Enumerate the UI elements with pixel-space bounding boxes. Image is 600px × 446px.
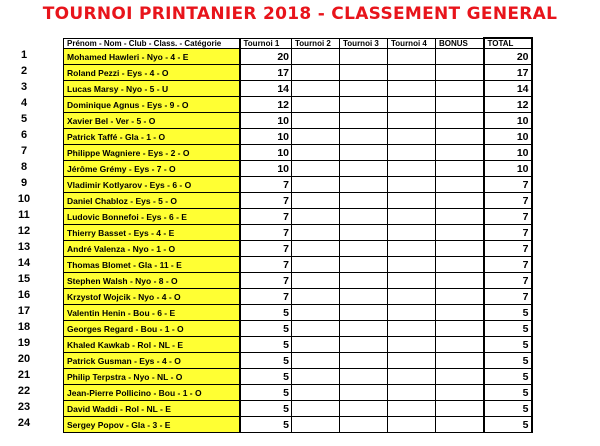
rank-number: 7 <box>20 145 28 157</box>
player-name-cell: Lucas Marsy - Nyo - 5 - U <box>64 81 240 97</box>
player-name-cell: Georges Regard - Bou - 1 - O <box>64 321 240 337</box>
table-row <box>64 161 532 177</box>
tournoi-1-cell: 17 <box>240 65 292 81</box>
tournoi-1-cell: 10 <box>240 113 292 129</box>
tournoi-4-cell <box>388 273 436 289</box>
total-cell: 12 <box>484 97 532 113</box>
player-name-cell: Daniel Chabloz - Eys - 5 - O <box>64 193 240 209</box>
player-name-cell: Jérôme Grémy - Eys - 7 - O <box>64 161 240 177</box>
rank-number: 16 <box>17 289 31 301</box>
standings-table <box>63 37 533 433</box>
total-cell: 5 <box>484 401 532 417</box>
table-row <box>64 385 532 401</box>
tournoi-1-cell: 12 <box>240 97 292 113</box>
tournoi-4-cell <box>388 257 436 273</box>
tournoi-2-cell <box>292 385 340 401</box>
rank-number: 19 <box>17 337 31 349</box>
player-name-cell: Philippe Wagniere - Eys - 2 - O <box>64 145 240 161</box>
rank-number: 23 <box>17 401 31 413</box>
tournoi-3-cell <box>340 97 388 113</box>
rank-number: 15 <box>17 273 31 285</box>
tournoi-4-cell <box>388 209 436 225</box>
table-row <box>64 257 532 273</box>
player-name-cell: David Waddi - Rol - NL - E <box>64 401 240 417</box>
total-cell: 10 <box>484 145 532 161</box>
tournoi-4-cell <box>388 193 436 209</box>
total-cell: 7 <box>484 289 532 305</box>
rank-number: 21 <box>17 369 31 381</box>
tournoi-1-cell: 10 <box>240 161 292 177</box>
table-row <box>64 353 532 369</box>
tournoi-2-cell <box>292 321 340 337</box>
header-total: TOTAL <box>484 38 532 49</box>
total-cell: 5 <box>484 305 532 321</box>
tournoi-4-cell <box>388 49 436 65</box>
player-name-cell: Patrick Taffé - Gla - 1 - O <box>64 129 240 145</box>
player-name-cell: Thierry Basset - Eys - 4 - E <box>64 225 240 241</box>
total-cell: 5 <box>484 417 532 433</box>
player-name-cell: Khaled Kawkab - Rol - NL - E <box>64 337 240 353</box>
tournoi-1-cell: 10 <box>240 145 292 161</box>
player-name-cell: Sergey Popov - Gla - 3 - E <box>64 417 240 433</box>
total-cell: 7 <box>484 193 532 209</box>
bonus-cell <box>436 257 484 273</box>
tournoi-1-cell: 7 <box>240 273 292 289</box>
player-name-cell: Valentin Henin - Bou - 6 - E <box>64 305 240 321</box>
table-row <box>64 417 532 433</box>
tournoi-3-cell <box>340 273 388 289</box>
total-cell: 7 <box>484 273 532 289</box>
tournoi-4-cell <box>388 289 436 305</box>
tournoi-1-cell: 5 <box>240 369 292 385</box>
table-row <box>64 113 532 129</box>
tournoi-3-cell <box>340 129 388 145</box>
rank-number: 17 <box>17 305 31 317</box>
header-tournoi-4: Tournoi 4 <box>388 38 436 49</box>
total-cell: 5 <box>484 369 532 385</box>
tournoi-2-cell <box>292 257 340 273</box>
rank-number: 10 <box>17 193 31 205</box>
tournoi-2-cell <box>292 369 340 385</box>
tournoi-2-cell <box>292 225 340 241</box>
rank-number: 18 <box>17 321 31 333</box>
rank-number: 9 <box>20 177 28 189</box>
table-row <box>64 225 532 241</box>
tournoi-4-cell <box>388 369 436 385</box>
tournoi-2-cell <box>292 417 340 433</box>
table-row <box>64 369 532 385</box>
table-row <box>64 129 532 145</box>
table-row <box>64 401 532 417</box>
tournoi-2-cell <box>292 353 340 369</box>
tournoi-1-cell: 7 <box>240 241 292 257</box>
bonus-cell <box>436 241 484 257</box>
tournoi-4-cell <box>388 81 436 97</box>
bonus-cell <box>436 113 484 129</box>
bonus-cell <box>436 305 484 321</box>
total-cell: 7 <box>484 177 532 193</box>
tournoi-2-cell <box>292 337 340 353</box>
rank-number: 8 <box>20 161 28 173</box>
tournoi-4-cell <box>388 241 436 257</box>
tournoi-3-cell <box>340 113 388 129</box>
total-cell: 17 <box>484 65 532 81</box>
tournoi-2-cell <box>292 241 340 257</box>
tournoi-1-cell: 7 <box>240 209 292 225</box>
tournoi-2-cell <box>292 129 340 145</box>
total-cell: 7 <box>484 241 532 257</box>
tournoi-3-cell <box>340 209 388 225</box>
bonus-cell <box>436 385 484 401</box>
rank-number: 5 <box>20 113 28 125</box>
table-row <box>64 177 532 193</box>
table-row <box>64 49 532 65</box>
tournoi-4-cell <box>388 145 436 161</box>
tournoi-3-cell <box>340 65 388 81</box>
bonus-cell <box>436 209 484 225</box>
header-bonus: BONUS <box>436 38 484 49</box>
tournoi-1-cell: 7 <box>240 257 292 273</box>
player-name-cell: Philip Terpstra - Nyo - NL - O <box>64 369 240 385</box>
tournoi-3-cell <box>340 161 388 177</box>
tournoi-2-cell <box>292 305 340 321</box>
tournoi-1-cell: 14 <box>240 81 292 97</box>
player-name-cell: Krzystof Wojcik - Nyo - 4 - O <box>64 289 240 305</box>
tournoi-3-cell <box>340 81 388 97</box>
tournoi-1-cell: 7 <box>240 177 292 193</box>
table-row <box>64 193 532 209</box>
tournoi-3-cell <box>340 49 388 65</box>
tournoi-3-cell <box>340 145 388 161</box>
tournoi-2-cell <box>292 65 340 81</box>
tournoi-1-cell: 5 <box>240 321 292 337</box>
tournoi-4-cell <box>388 305 436 321</box>
tournoi-4-cell <box>388 177 436 193</box>
total-cell: 7 <box>484 225 532 241</box>
bonus-cell <box>436 353 484 369</box>
tournoi-2-cell <box>292 177 340 193</box>
rank-number: 6 <box>20 129 28 141</box>
total-cell: 7 <box>484 209 532 225</box>
tournoi-3-cell <box>340 177 388 193</box>
tournoi-3-cell <box>340 385 388 401</box>
rank-number: 24 <box>17 417 31 429</box>
total-cell: 10 <box>484 161 532 177</box>
tournoi-3-cell <box>340 193 388 209</box>
bonus-cell <box>436 81 484 97</box>
bonus-cell <box>436 49 484 65</box>
table-row <box>64 337 532 353</box>
tournoi-1-cell: 10 <box>240 129 292 145</box>
total-cell: 10 <box>484 129 532 145</box>
player-name-cell: Thomas Blomet - Gla - 11 - E <box>64 257 240 273</box>
bonus-cell <box>436 193 484 209</box>
player-name-cell: Stephen Walsh - Nyo - 8 - O <box>64 273 240 289</box>
tournoi-4-cell <box>388 417 436 433</box>
rank-number: 2 <box>20 65 28 77</box>
tournoi-4-cell <box>388 337 436 353</box>
header-tournoi-1: Tournoi 1 <box>240 38 292 49</box>
header-tournoi-2: Tournoi 2 <box>292 38 340 49</box>
rank-number: 22 <box>17 385 31 397</box>
total-cell: 10 <box>484 113 532 129</box>
tournoi-2-cell <box>292 193 340 209</box>
table-row <box>64 145 532 161</box>
bonus-cell <box>436 97 484 113</box>
tournoi-1-cell: 7 <box>240 225 292 241</box>
total-cell: 20 <box>484 49 532 65</box>
tournoi-4-cell <box>388 129 436 145</box>
tournoi-1-cell: 5 <box>240 337 292 353</box>
tournoi-3-cell <box>340 337 388 353</box>
rank-number: 13 <box>17 241 31 253</box>
tournoi-4-cell <box>388 401 436 417</box>
tournoi-1-cell: 5 <box>240 401 292 417</box>
tournoi-3-cell <box>340 401 388 417</box>
tournoi-3-cell <box>340 225 388 241</box>
total-cell: 5 <box>484 337 532 353</box>
bonus-cell <box>436 273 484 289</box>
bonus-cell <box>436 417 484 433</box>
table-row <box>64 273 532 289</box>
table-row <box>64 305 532 321</box>
rank-number: 14 <box>17 257 31 269</box>
player-name-cell: Jean-Pierre Pollicino - Bou - 1 - O <box>64 385 240 401</box>
table-row <box>64 81 532 97</box>
tournoi-4-cell <box>388 113 436 129</box>
tournoi-3-cell <box>340 321 388 337</box>
tournoi-3-cell <box>340 417 388 433</box>
tournoi-4-cell <box>388 225 436 241</box>
bonus-cell <box>436 337 484 353</box>
tournoi-3-cell <box>340 369 388 385</box>
tournoi-1-cell: 20 <box>240 49 292 65</box>
rank-number: 11 <box>18 209 30 221</box>
player-name-cell: Xavier Bel - Ver - 5 - O <box>64 113 240 129</box>
table-row <box>64 97 532 113</box>
tournoi-4-cell <box>388 65 436 81</box>
rank-number: 12 <box>17 225 31 237</box>
header-name: Prénom - Nom - Club - Class. - Catégorie <box>64 38 240 49</box>
total-cell: 5 <box>484 353 532 369</box>
page-title: TOURNOI PRINTANIER 2018 - CLASSEMENT GENERAL <box>42 4 558 24</box>
player-name-cell: André Valenza - Nyo - 1 - O <box>64 241 240 257</box>
tournoi-4-cell <box>388 161 436 177</box>
rank-number: 4 <box>20 97 28 109</box>
tournoi-1-cell: 7 <box>240 193 292 209</box>
bonus-cell <box>436 177 484 193</box>
tournoi-2-cell <box>292 49 340 65</box>
tournoi-3-cell <box>340 289 388 305</box>
player-name-cell: Vladimir Kotlyarov - Eys - 6 - O <box>64 177 240 193</box>
tournoi-3-cell <box>340 241 388 257</box>
tournoi-2-cell <box>292 401 340 417</box>
total-cell: 5 <box>484 385 532 401</box>
table-row <box>64 65 532 81</box>
header-tournoi-3: Tournoi 3 <box>340 38 388 49</box>
bonus-cell <box>436 401 484 417</box>
rank-number: 20 <box>17 353 31 365</box>
table-row <box>64 209 532 225</box>
tournoi-2-cell <box>292 97 340 113</box>
tournoi-3-cell <box>340 257 388 273</box>
tournoi-1-cell: 5 <box>240 417 292 433</box>
player-name-cell: Patrick Gusman - Eys - 4 - O <box>64 353 240 369</box>
bonus-cell <box>436 161 484 177</box>
player-name-cell: Ludovic Bonnefoi - Eys - 6 - E <box>64 209 240 225</box>
tournoi-4-cell <box>388 385 436 401</box>
rank-number: 1 <box>20 49 28 61</box>
tournoi-3-cell <box>340 305 388 321</box>
tournoi-1-cell: 5 <box>240 305 292 321</box>
tournoi-2-cell <box>292 273 340 289</box>
bonus-cell <box>436 225 484 241</box>
tournoi-4-cell <box>388 97 436 113</box>
tournoi-3-cell <box>340 353 388 369</box>
tournoi-2-cell <box>292 145 340 161</box>
tournoi-2-cell <box>292 81 340 97</box>
tournoi-2-cell <box>292 209 340 225</box>
bonus-cell <box>436 129 484 145</box>
table-row <box>64 241 532 257</box>
player-name-cell: Mohamed Hawleri - Nyo - 4 - E <box>64 49 240 65</box>
header-row <box>64 38 532 49</box>
bonus-cell <box>436 65 484 81</box>
bonus-cell <box>436 145 484 161</box>
tournoi-4-cell <box>388 321 436 337</box>
tournoi-1-cell: 5 <box>240 353 292 369</box>
total-cell: 7 <box>484 257 532 273</box>
rank-number: 3 <box>20 81 28 93</box>
tournoi-2-cell <box>292 113 340 129</box>
player-name-cell: Roland Pezzi - Eys - 4 - O <box>64 65 240 81</box>
total-cell: 14 <box>484 81 532 97</box>
table-row <box>64 289 532 305</box>
tournoi-4-cell <box>388 353 436 369</box>
total-cell: 5 <box>484 321 532 337</box>
tournoi-1-cell: 5 <box>240 385 292 401</box>
tournoi-2-cell <box>292 289 340 305</box>
tournoi-2-cell <box>292 161 340 177</box>
tournoi-1-cell: 7 <box>240 289 292 305</box>
table-row <box>64 321 532 337</box>
bonus-cell <box>436 289 484 305</box>
bonus-cell <box>436 321 484 337</box>
bonus-cell <box>436 369 484 385</box>
player-name-cell: Dominique Agnus - Eys - 9 - O <box>64 97 240 113</box>
